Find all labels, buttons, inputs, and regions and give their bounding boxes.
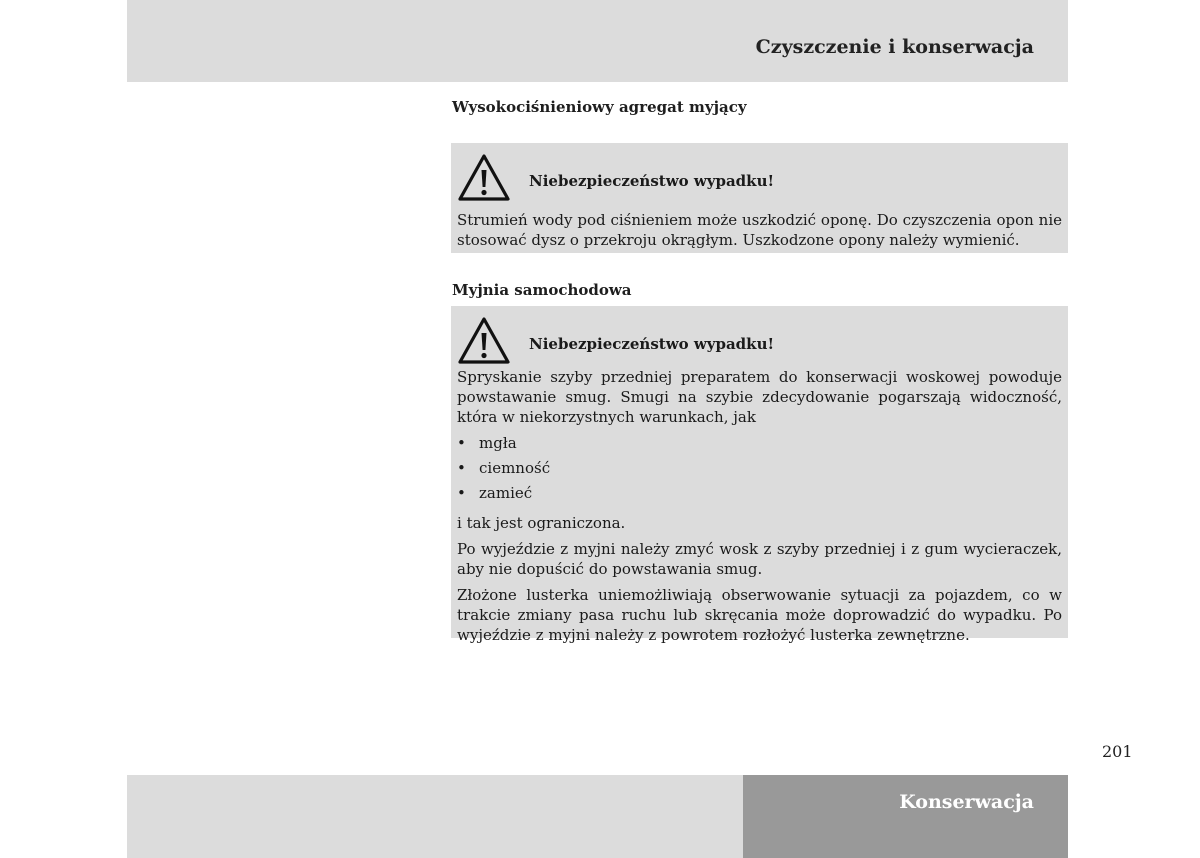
warning-title: Niebezpieczeństwo wypadku! — [529, 172, 775, 190]
list-item: • ciemność — [457, 459, 551, 477]
footer-section-label: Konserwacja — [899, 791, 1034, 813]
list-item: • mgła — [457, 434, 517, 452]
warning-triangle-icon — [457, 153, 511, 203]
warning-paragraph-mirrors: Złożone lusterka uniemożliwiają obserwowanie sytuacji za pojazdem, co w trakcie zmiany pasa ruchu lub skręcania może doprowadzić do wypadku. Po wyjeździe z myjni należy z powrotem rozłożyć lusterka zewnętrzne. — [457, 586, 1062, 644]
list-item: • zamieć — [457, 484, 533, 502]
conditions-list — [457, 433, 1062, 508]
warning-box-car-wash — [451, 306, 1068, 644]
page-header — [127, 0, 1068, 82]
page-number: 201 — [1102, 742, 1133, 761]
section-heading-pressure-washer: Wysokociśnieniowy agregat myjący — [452, 98, 747, 116]
warning-body — [457, 367, 1062, 651]
footer-section-tab — [743, 775, 1068, 858]
warning-intro: Spryskanie szyby przedniej preparatem do konserwacji woskowej powoduje powstawanie smug. Smugi na szybie zdecydowanie pogarszają widoczność, która w niekorzystnych warunkach, jak — [457, 368, 1062, 426]
warning-body — [457, 210, 1062, 256]
warning-title: Niebezpieczeństwo wypadku! — [529, 335, 775, 353]
warning-text: Strumień wody pod ciśnieniem może uszkodzić oponę. Do czyszczenia opon nie stosować dysz o przekroju okrągłym. Uszkodzone opony należy wymienić. — [457, 211, 1062, 249]
warning-box-pressure-washer — [451, 143, 1068, 253]
page-footer — [127, 775, 1068, 858]
section-heading-car-wash: Myjnia samochodowa — [452, 281, 632, 299]
warning-paragraph-wax: Po wyjeździe z myjni należy zmyć wosk z szyby przedniej i z gum wycieraczek, aby nie dopuścić do powstawania smug. — [457, 540, 1062, 578]
warning-outro: i tak jest ograniczona. — [457, 514, 626, 532]
header-title: Czyszczenie i konserwacja — [755, 36, 1034, 58]
warning-triangle-icon — [457, 316, 511, 366]
